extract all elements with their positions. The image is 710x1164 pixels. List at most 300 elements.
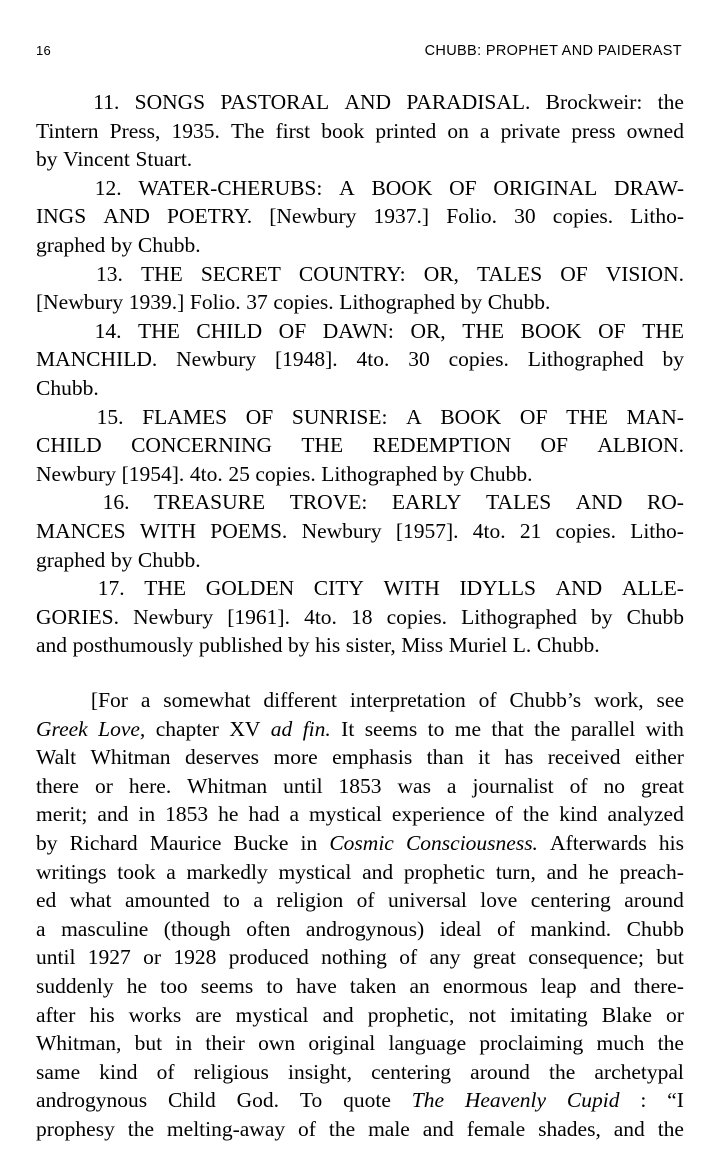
word: book — [321, 118, 365, 143]
word: amounted — [124, 888, 210, 913]
word: IDYLLS — [459, 576, 536, 601]
word: 37 — [246, 290, 268, 315]
word: the — [657, 90, 684, 114]
word: Lithographed — [527, 347, 644, 372]
running-head — [36, 42, 682, 62]
word: GORIES. — [36, 604, 120, 629]
bibliography-entry — [36, 88, 684, 174]
word: [1957]. — [395, 518, 459, 543]
word: SONGS — [134, 90, 206, 114]
word: or — [94, 773, 113, 798]
word: not — [468, 1002, 496, 1027]
word: Lithographed — [339, 290, 456, 315]
word: copies. — [255, 461, 316, 486]
word: Miss — [401, 633, 444, 658]
word: see — [656, 688, 684, 712]
word: OF — [449, 175, 477, 200]
word: centering — [530, 888, 611, 913]
word: TROVE: — [289, 490, 368, 515]
word: Chubb — [626, 916, 684, 941]
word: has — [504, 745, 534, 770]
running-head-title: CHUBB: PROPHET AND PAIDERAST — [424, 43, 682, 59]
word: language — [388, 1031, 467, 1056]
word: 25 — [228, 461, 250, 486]
word: in — [138, 802, 156, 827]
word: CHILD — [36, 433, 102, 458]
word: Newbury — [133, 604, 214, 629]
word: markedly — [186, 859, 268, 884]
word: first — [275, 118, 311, 143]
text-line — [36, 1001, 684, 1030]
word: RO- — [646, 490, 684, 515]
word: more — [273, 745, 318, 770]
text-line — [36, 1029, 684, 1058]
word: universal — [388, 888, 467, 913]
word: Whitman — [187, 773, 268, 798]
paragraph-indent — [36, 403, 78, 432]
word: ALLE- — [621, 576, 684, 601]
text-line — [36, 231, 684, 260]
word: of — [399, 945, 418, 970]
word: 4to. — [356, 347, 390, 372]
word: EARLY — [391, 490, 462, 515]
italic-word: Heavenly — [464, 1088, 547, 1113]
text-line — [36, 858, 684, 887]
word: Folio. — [446, 204, 498, 229]
bibliography-entry — [36, 574, 684, 660]
text-line — [36, 174, 684, 203]
word: there- — [633, 973, 684, 998]
word: his — [89, 1002, 115, 1027]
paragraph-indent — [36, 574, 78, 603]
word: press — [571, 118, 616, 143]
word: POEMS. — [210, 518, 288, 543]
word: 18 — [351, 604, 373, 629]
word: To — [299, 1088, 323, 1113]
word: AND — [103, 204, 150, 229]
word: the — [548, 1059, 576, 1084]
word: OF — [278, 318, 307, 343]
word: any — [429, 945, 461, 970]
word: he — [126, 973, 148, 998]
word: Chubb. — [137, 547, 201, 572]
word: a — [140, 688, 151, 712]
text-line — [36, 202, 684, 231]
text-line — [36, 403, 684, 432]
word: THE — [140, 261, 183, 286]
word: nothing — [321, 945, 387, 970]
word: what — [69, 888, 112, 913]
word: until — [283, 773, 323, 798]
text-line — [36, 915, 684, 944]
word: great — [472, 945, 516, 970]
word: but — [656, 945, 684, 970]
word: copies. — [386, 604, 447, 629]
word: [Newbury — [269, 204, 357, 229]
word: had — [248, 802, 280, 827]
word: a — [166, 859, 176, 884]
word: centering — [371, 1059, 452, 1084]
word: It — [341, 716, 355, 741]
word: around — [624, 888, 684, 913]
word: of — [497, 916, 515, 941]
word: Bucke — [233, 830, 289, 855]
word: preach- — [619, 859, 684, 884]
word: prophetic, — [367, 1002, 455, 1027]
word: prophesy — [36, 1116, 115, 1141]
text-line — [36, 1086, 684, 1115]
word: A — [406, 404, 422, 429]
bibliography-entries — [36, 88, 684, 660]
word: by — [110, 547, 133, 572]
word: and — [322, 1002, 354, 1027]
word: COUNTRY: — [298, 261, 406, 286]
word: it — [478, 745, 491, 770]
text-line — [36, 631, 684, 660]
text-line — [36, 145, 684, 174]
word: of — [478, 688, 497, 712]
text-line — [36, 317, 684, 346]
word: he — [218, 802, 239, 827]
word: seems — [364, 716, 418, 741]
word: androgynous) — [305, 916, 425, 941]
word: Litho- — [630, 518, 684, 543]
word: ideal — [439, 916, 482, 941]
word: Walt — [36, 745, 77, 770]
word: BOOK — [520, 318, 582, 343]
word: by — [36, 830, 58, 855]
paragraph-indent — [36, 88, 78, 117]
word: on — [447, 118, 469, 143]
word: his — [658, 830, 684, 855]
text-line — [36, 972, 684, 1001]
word: in — [175, 1031, 193, 1056]
word: the — [328, 1116, 356, 1141]
text-line — [36, 460, 684, 489]
word: Chubb — [626, 604, 684, 629]
word: copies. — [448, 347, 509, 372]
word: Chubb. — [469, 461, 533, 486]
word: with — [645, 716, 684, 741]
italic-word: Greek — [36, 716, 88, 741]
word: [For — [90, 688, 128, 712]
word: much — [596, 1031, 645, 1056]
word: SECRET — [200, 261, 281, 286]
word: PARADISAL. — [406, 90, 531, 114]
word: but — [134, 1031, 163, 1056]
word: 11. — [93, 90, 120, 114]
bibliography-entry — [36, 488, 684, 574]
word: OF — [245, 404, 274, 429]
word: emphasis — [332, 745, 413, 770]
word: 14. — [94, 318, 122, 343]
word: 30 — [408, 347, 430, 372]
word: to — [427, 716, 445, 741]
paragraph-indent — [36, 488, 78, 517]
word: Whitman — [90, 745, 171, 770]
word: in — [300, 830, 318, 855]
word: mystical — [235, 1002, 309, 1027]
word: by — [110, 232, 133, 257]
word: 16. — [102, 490, 130, 515]
word: GOLDEN — [205, 576, 295, 601]
word: of — [495, 802, 513, 827]
word: Afterwards — [550, 830, 647, 855]
word: quote — [343, 1088, 391, 1113]
word: Chubb. — [487, 290, 551, 315]
word: Newbury — [36, 461, 117, 486]
word: ALBION. — [597, 433, 684, 458]
word: 13. — [96, 261, 123, 286]
word: different — [263, 688, 338, 712]
italic-word: Cosmic — [329, 830, 394, 855]
word: work, — [594, 688, 644, 712]
word: posthumously — [72, 633, 194, 658]
word: 1853 — [338, 773, 382, 798]
word: copies. — [273, 290, 334, 315]
word: Lithographed — [321, 461, 438, 486]
text-line — [36, 772, 684, 801]
word: L. — [512, 633, 532, 658]
word: “I — [667, 1088, 684, 1113]
word: 21 — [519, 518, 542, 543]
word: prophetic — [403, 859, 486, 884]
italic-word: Love, — [98, 716, 146, 741]
word: by — [460, 290, 483, 315]
word: 30 — [514, 204, 536, 229]
text-line — [36, 800, 684, 829]
word: and — [613, 1116, 645, 1141]
word: no — [603, 773, 626, 798]
word: interpretation — [349, 688, 466, 712]
word: VISION. — [605, 261, 684, 286]
word: Child — [167, 1088, 216, 1113]
word: by — [442, 461, 465, 486]
text-line — [36, 488, 684, 517]
word: 17. — [97, 576, 125, 601]
word: Whitman, — [36, 1031, 122, 1056]
text-line — [36, 1115, 684, 1144]
word: THE — [566, 404, 608, 429]
paragraph-indent — [36, 260, 78, 289]
word: Press, — [109, 118, 161, 143]
word: writings — [36, 859, 107, 884]
word: to — [223, 888, 240, 913]
word: copies. — [552, 204, 614, 229]
text-line — [36, 546, 684, 575]
word: OF — [560, 261, 588, 286]
word: owned — [626, 118, 684, 143]
word: by — [662, 347, 684, 372]
word: proclaiming — [479, 1031, 584, 1056]
word: after — [36, 1002, 76, 1027]
text-line — [36, 715, 684, 744]
word: Chubb. — [137, 232, 201, 257]
word: private — [500, 118, 561, 143]
word: BOOK — [371, 175, 433, 200]
word: too — [160, 973, 188, 998]
word: Newbury — [301, 518, 382, 543]
word: analyzed — [607, 802, 684, 827]
word: [Newbury — [36, 290, 124, 315]
word: leap — [540, 973, 577, 998]
word: somewhat — [163, 688, 251, 712]
word: of — [569, 773, 588, 798]
word: 1939.] — [128, 290, 185, 315]
word: or — [143, 945, 162, 970]
word: received — [547, 745, 621, 770]
italic-word: fin. — [302, 716, 331, 741]
text-line — [36, 345, 684, 374]
word: INGS — [36, 204, 87, 229]
word: seems — [200, 973, 254, 998]
word: MANCHILD. — [36, 347, 158, 372]
text-line — [36, 886, 684, 915]
word: [1954]. — [121, 461, 185, 486]
word: great — [640, 773, 684, 798]
word: consequence; — [528, 945, 645, 970]
word: Tintern — [36, 118, 99, 143]
word: TALES — [476, 261, 543, 286]
word: to — [266, 973, 284, 998]
word: deserves — [185, 745, 260, 770]
word: of — [298, 1116, 316, 1141]
bibliography-entry — [36, 403, 684, 489]
word: 1935. — [171, 118, 220, 143]
word: Stuart. — [135, 147, 193, 172]
word: copies. — [555, 518, 616, 543]
word: original — [308, 1031, 376, 1056]
word: graphed — [36, 547, 106, 572]
word: THE — [138, 318, 180, 343]
word: THE — [642, 318, 684, 343]
word: turn, — [495, 859, 536, 884]
word: merit; — [36, 802, 88, 827]
word: Blake — [601, 1002, 652, 1027]
word: was — [397, 773, 431, 798]
text-line — [36, 431, 684, 460]
bibliography-entry — [36, 174, 684, 260]
word: THE — [462, 318, 505, 343]
word: works — [128, 1002, 182, 1027]
word: WITH — [139, 518, 196, 543]
word: insight, — [288, 1059, 352, 1084]
word: produced — [228, 945, 309, 970]
word: often — [246, 916, 291, 941]
word: [1948]. — [274, 347, 338, 372]
word: Lithographed — [461, 604, 577, 629]
word: : — [640, 1088, 647, 1113]
word: the — [127, 1116, 155, 1141]
word: THE — [301, 433, 344, 458]
word: PASTORAL — [220, 90, 330, 114]
editorial-note-paragraph — [36, 686, 684, 1144]
word: FLAMES — [142, 404, 228, 429]
bibliography-entry — [36, 260, 684, 317]
word: Litho- — [630, 204, 684, 229]
word: OR, — [410, 318, 446, 343]
word: Newbury — [176, 347, 257, 372]
word: CONCERNING — [131, 433, 273, 458]
word: same — [36, 1059, 81, 1084]
paragraph-indent — [36, 317, 78, 346]
word: OF — [519, 404, 548, 429]
word: religion — [276, 888, 344, 913]
word: chapter — [155, 716, 219, 741]
text-line — [36, 1058, 684, 1087]
word: suddenly — [36, 973, 114, 998]
word: A — [339, 175, 355, 200]
word: Muriel — [448, 633, 508, 658]
word: journalist — [472, 773, 554, 798]
word: a — [253, 888, 263, 913]
word: Vincent — [63, 147, 130, 172]
word: BOOK — [440, 404, 502, 429]
word: (though — [163, 916, 231, 941]
word: WATER-CHERUBS: — [138, 175, 323, 200]
word: kind — [99, 1059, 138, 1084]
word: love — [480, 888, 518, 913]
word: 12. — [94, 175, 122, 200]
word: around — [470, 1059, 530, 1084]
text-line — [36, 574, 684, 603]
word: by — [591, 604, 613, 629]
word: 4to. — [304, 604, 337, 629]
word: he — [588, 859, 609, 884]
word: either — [635, 745, 684, 770]
word: DRAW- — [614, 175, 684, 200]
word: male — [368, 1116, 410, 1141]
word: masculine — [61, 916, 149, 941]
text-line — [36, 603, 684, 632]
word: and — [589, 973, 621, 998]
word: the — [534, 716, 561, 741]
word: [1961]. — [227, 604, 290, 629]
word: me — [454, 716, 482, 741]
text-line — [36, 260, 684, 289]
text-line — [36, 943, 684, 972]
word: AND — [575, 490, 623, 515]
word: a — [479, 118, 490, 143]
text-line — [36, 829, 684, 858]
word: CHILD — [196, 318, 263, 343]
word: REDEMPTION — [372, 433, 512, 458]
word: DAWN: — [322, 318, 394, 343]
word: published — [198, 633, 283, 658]
word: have — [296, 973, 337, 998]
word: religious — [193, 1059, 269, 1084]
word: enormous — [442, 973, 528, 998]
word: parallel — [570, 716, 636, 741]
word: AND — [555, 576, 603, 601]
paragraph-indent — [36, 174, 78, 203]
word: TREASURE — [154, 490, 266, 515]
word: OF — [598, 318, 626, 343]
word: 4to. — [189, 461, 223, 486]
italic-word: Cupid — [566, 1088, 620, 1113]
text-line — [36, 117, 684, 146]
word: Brockweir: — [545, 90, 643, 114]
word: ORIGINAL — [493, 175, 598, 200]
word: until — [36, 945, 76, 970]
word: his — [315, 633, 341, 658]
italic-word: ad — [270, 716, 293, 741]
word: experience — [391, 802, 485, 827]
word: 1937.] — [373, 204, 430, 229]
word: female — [466, 1116, 526, 1141]
word: OR, — [423, 261, 459, 286]
word: AND — [344, 90, 392, 114]
